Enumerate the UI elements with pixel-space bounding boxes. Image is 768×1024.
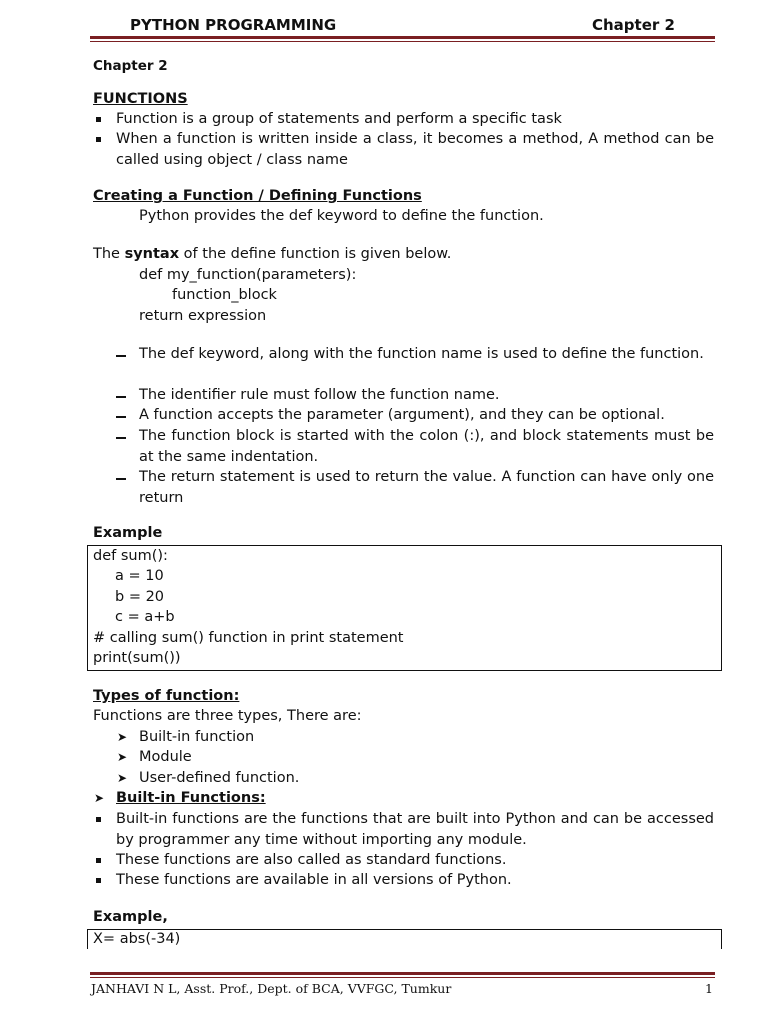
syntax-bold: syntax — [124, 246, 180, 262]
creating-heading: Creating a Function / Defining Functions — [93, 188, 422, 204]
example1-line-4: c = a+b — [115, 609, 175, 625]
builtin-bullet-2: These functions are also called as standard functions. — [116, 852, 507, 868]
example2-label: Example, — [93, 909, 168, 925]
chapter-label: Chapter 2 — [93, 58, 168, 74]
dash-icon — [116, 396, 126, 398]
syntax-code-def: def my_function(parameters): — [139, 267, 357, 283]
functions-bullet-2: When a function is written inside a class, it becomes a method, A method can be called using object / class name — [116, 131, 714, 168]
dash-item-5: The return statement is used to return the value. A function can have only one return — [139, 469, 714, 506]
syntax-pre: The — [93, 246, 125, 262]
example1-line-6: print(sum()) — [93, 650, 181, 666]
syntax-code-return: return expression — [139, 308, 267, 324]
example1-label: Example — [93, 525, 163, 541]
bullet-icon — [96, 117, 101, 122]
dash-icon — [116, 416, 126, 418]
arrow-bullet-icon: ➤ — [117, 730, 128, 744]
builtin-bullet-1: Built-in functions are the functions that are built into Python and can be accessed by programmer any time without importing any module. — [116, 811, 714, 848]
arrow-bullet-icon: ➤ — [117, 750, 128, 764]
example1-line-3: b = 20 — [115, 589, 165, 605]
dash-item-3: A function accepts the parameter (argument), and they can be optional. — [139, 407, 665, 423]
example2-code: X= abs(-34) — [93, 931, 181, 947]
syntax-code-block: function_block — [172, 287, 277, 303]
syntax-post: of the define function is given below. — [179, 246, 452, 262]
example1-line-5: # calling sum() function in print statement — [93, 630, 404, 646]
types-heading: Types of function: — [93, 688, 240, 704]
types-item-3: User-defined function. — [139, 770, 300, 786]
builtin-bullet-3: These functions are available in all versions of Python. — [116, 872, 512, 888]
example1-code-box — [87, 545, 722, 671]
arrow-bullet-icon: ➤ — [94, 791, 105, 805]
bullet-icon — [96, 817, 101, 822]
bullet-icon — [96, 858, 101, 863]
example2-code-box — [87, 929, 722, 949]
example1-line-1: def sum(): — [93, 548, 168, 564]
header-rule — [90, 36, 715, 42]
dash-item-1: The def keyword, along with the function name is used to define the function. — [139, 346, 704, 362]
dash-item-4: The function block is started with the colon (:), and block statements must be at the same indentation. — [139, 428, 714, 465]
types-intro: Functions are three types, There are: — [93, 708, 362, 724]
builtin-heading: Built-in Functions: — [116, 790, 266, 806]
footer-rule — [90, 972, 715, 978]
arrow-bullet-icon: ➤ — [117, 771, 128, 785]
bullet-icon — [96, 137, 101, 142]
dash-icon — [116, 437, 126, 439]
functions-heading: FUNCTIONS — [93, 91, 188, 107]
syntax-line — [93, 244, 451, 265]
example1-line-2: a = 10 — [115, 568, 164, 584]
dash-icon — [116, 355, 126, 357]
creating-intro: Python provides the def keyword to define the function. — [139, 208, 544, 224]
page-number: 1 — [705, 981, 713, 996]
bullet-icon — [96, 878, 101, 883]
dash-icon — [116, 478, 126, 480]
header-title: PYTHON PROGRAMMING — [130, 16, 337, 34]
types-item-2: Module — [139, 749, 192, 765]
header-chapter: Chapter 2 — [592, 16, 675, 34]
dash-item-2: The identifier rule must follow the function name. — [139, 387, 500, 403]
footer-author: JANHAVI N L, Asst. Prof., Dept. of BCA, VVFGC, Tumkur — [91, 981, 452, 996]
types-item-1: Built-in function — [139, 729, 255, 745]
functions-bullet-1: Function is a group of statements and perform a specific task — [116, 111, 562, 127]
